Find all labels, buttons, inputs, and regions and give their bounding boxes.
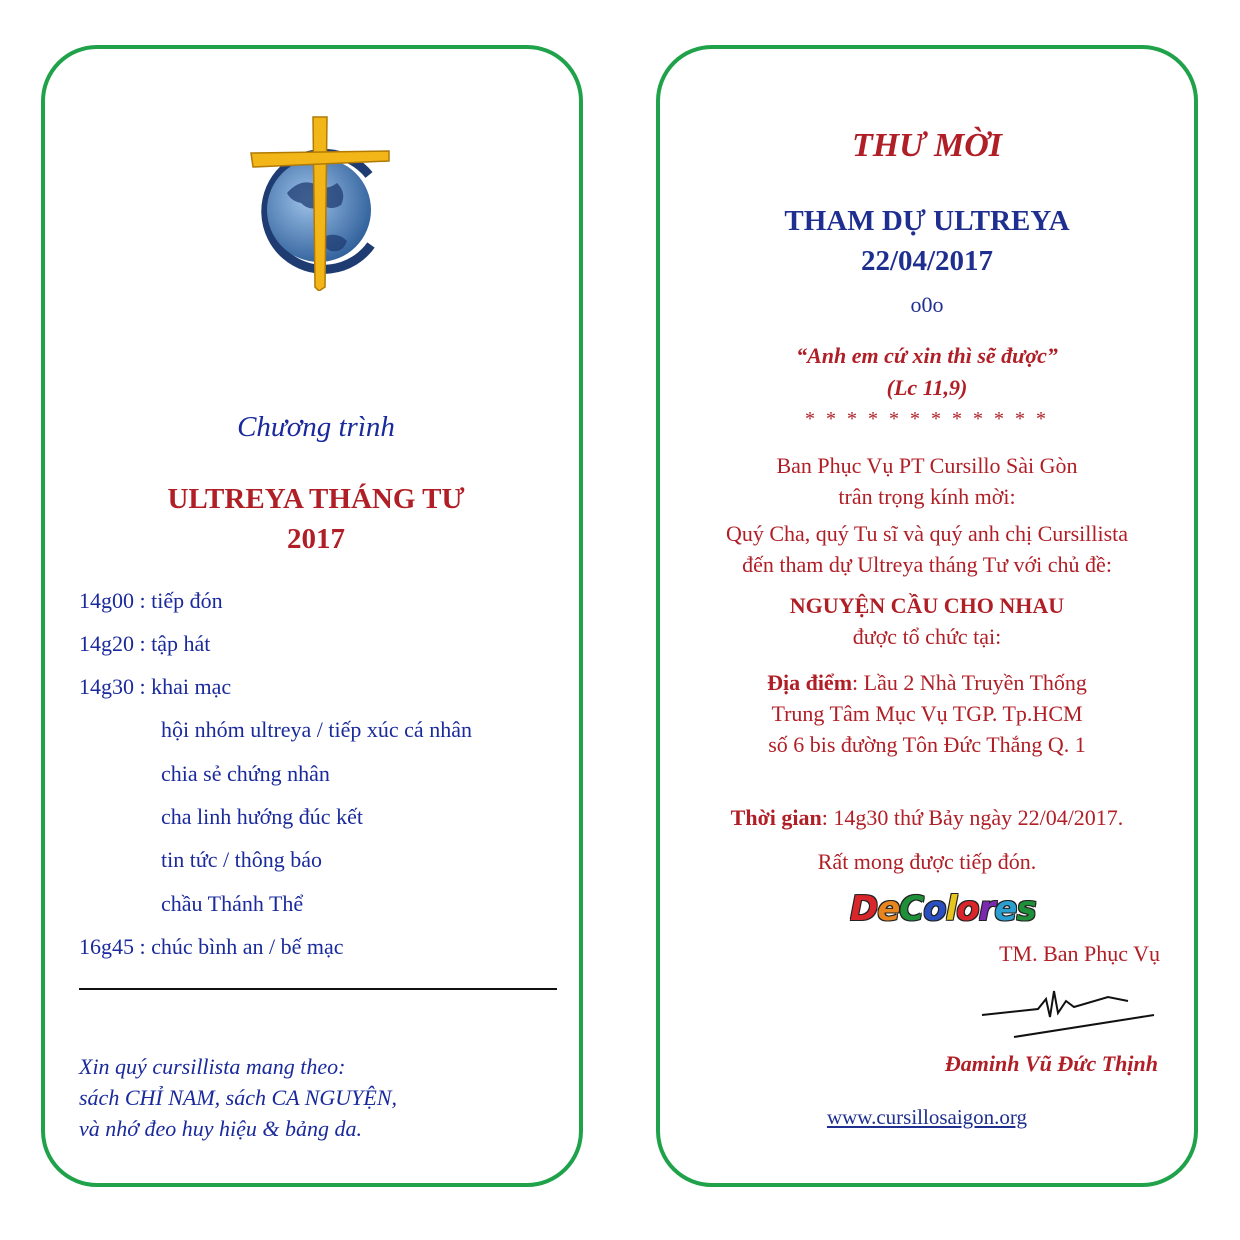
schedule-item: 16g45 : chúc bình an / bế mạc bbox=[79, 934, 344, 959]
time-value: : 14g30 thứ Bảy ngày 22/04/2017. bbox=[821, 805, 1124, 830]
note-line: sách CHỈ NAM, sách CA NGUYỆN, bbox=[79, 1085, 397, 1110]
separator: o0o bbox=[910, 292, 944, 317]
event-title-text: ULTREYA THÁNG TƯ bbox=[167, 483, 465, 515]
event-title bbox=[45, 479, 587, 559]
schedule-item: 14g20 : tập hát bbox=[79, 631, 211, 656]
signature-icon bbox=[978, 971, 1158, 1043]
invitation-card bbox=[656, 45, 1198, 1187]
invitees-block bbox=[660, 518, 1194, 580]
de-colores-logo: DeColores bbox=[850, 889, 1036, 929]
invitation-title: THƯ MỜI bbox=[851, 127, 1003, 164]
schedule-item: hội nhóm ultreya / tiếp xúc cá nhân bbox=[161, 717, 472, 742]
theme-title: NGUYỆN CẦU CHO NHAU bbox=[789, 593, 1065, 618]
program-title: Chương trình bbox=[237, 411, 395, 443]
schedule-item: 14g00 : tiếp đón bbox=[79, 588, 223, 613]
location-label: Địa điểm bbox=[767, 670, 853, 695]
event-year: 2017 bbox=[287, 523, 345, 555]
time-label: Thời gian bbox=[730, 805, 822, 830]
schedule-item: tin tức / thông báo bbox=[161, 847, 323, 872]
signer-name: Đaminh Vũ Đức Thịnh bbox=[944, 1051, 1158, 1076]
location-block bbox=[660, 667, 1194, 760]
invitation-subtitle bbox=[660, 201, 1194, 281]
divider bbox=[79, 988, 557, 990]
schedule-item: cha linh hướng đúc kết bbox=[161, 804, 363, 829]
organized-at: được tổ chức tại: bbox=[852, 624, 1002, 649]
invitees-line: Quý Cha, quý Tu sĩ và quý anh chị Cursillista bbox=[725, 521, 1129, 546]
schedule-item: chia sẻ chứng nhân bbox=[161, 761, 330, 786]
reminder-note bbox=[79, 1051, 397, 1144]
location-line: số 6 bis đường Tôn Đức Thắng Q. 1 bbox=[768, 732, 1086, 757]
note-line: và nhớ đeo huy hiệu & bảng da. bbox=[79, 1116, 363, 1141]
schedule-item: chầu Thánh Thể bbox=[161, 891, 304, 916]
invitees-line: đến tham dự Ultreya tháng Tư với chủ đề: bbox=[742, 552, 1112, 577]
subtitle-text: THAM DỰ ULTREYA bbox=[784, 205, 1070, 237]
inviter-line: Ban Phục Vụ PT Cursillo Sài Gòn bbox=[776, 453, 1078, 478]
scripture-quote bbox=[660, 340, 1194, 404]
quote-text: “Anh em cứ xin thì sẽ được” bbox=[796, 343, 1058, 368]
inviter-block bbox=[660, 450, 1194, 512]
signoff: TM. Ban Phục Vụ bbox=[999, 941, 1160, 966]
program-card bbox=[41, 45, 583, 1187]
inviter-line: trân trọng kính mời: bbox=[838, 484, 1016, 509]
cursillo-logo-icon bbox=[249, 115, 393, 291]
schedule-item: 14g30 : khai mạc bbox=[79, 674, 232, 699]
note-line: Xin quý cursillista mang theo: bbox=[79, 1054, 346, 1079]
quote-reference: (Lc 11,9) bbox=[886, 375, 968, 400]
location-value: : Lầu 2 Nhà Truyền Thống bbox=[852, 670, 1087, 695]
website-link[interactable]: www.cursillosaigon.org bbox=[826, 1105, 1028, 1129]
welcome-text: Rất mong được tiếp đón. bbox=[817, 849, 1037, 874]
location-line: Trung Tâm Mục Vụ TGP. Tp.HCM bbox=[771, 701, 1083, 726]
event-date: 22/04/2017 bbox=[860, 245, 994, 277]
star-divider: * * * * * * * * * * * * bbox=[805, 408, 1049, 430]
location-line bbox=[660, 667, 1194, 698]
time-line bbox=[660, 802, 1194, 833]
